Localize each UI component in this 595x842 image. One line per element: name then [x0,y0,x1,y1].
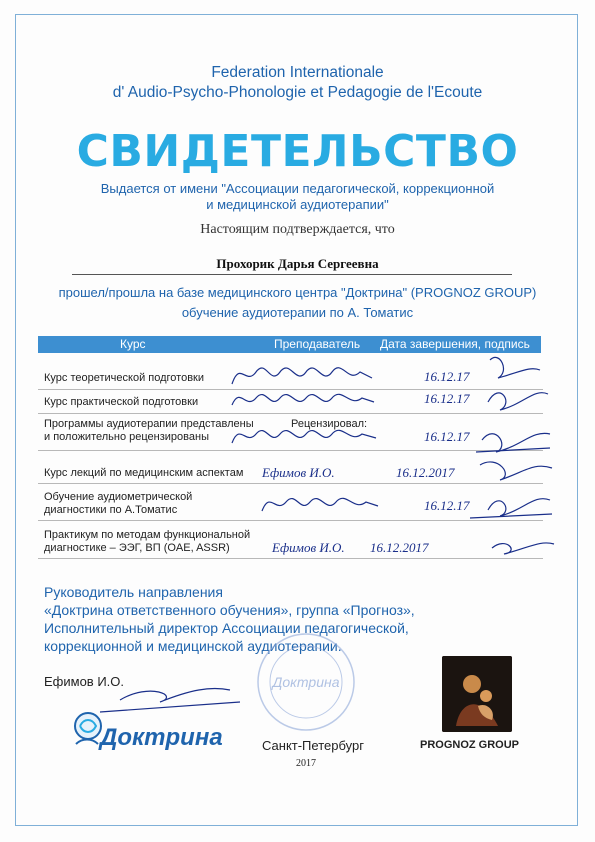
table-header-date: Дата завершения, подпись [380,337,530,351]
certificate-title: СВИДЕТЕЛЬСТВО [76,126,519,177]
table-header-teacher: Преподаватель [274,337,361,351]
date-entry-2: 16.12.17 [424,391,470,406]
table-row [44,467,243,480]
table-row [44,529,250,555]
row-label: Обучение аудиометрической [44,491,193,503]
row-label: Программы аудиотерапии представлены [44,418,254,430]
date-entry-4: 16.12.2017 [396,465,455,480]
prognoz-group-label: PROGNOZ GROUP [420,739,520,751]
row-label: Курс лекций по медицинским аспектам [44,467,244,479]
table-header-course: Курс [120,337,146,351]
recipient-name: Прохорик Дарья Сергеевна [216,256,379,271]
madonna-painting-icon [442,656,512,732]
prognoz-group-emblem [442,656,512,732]
row-label-2: и положительно рецензированы [44,431,209,443]
name-underline [72,274,512,275]
director-line-3: Исполнительный директор Ассоциации педагогической, [44,620,409,636]
date-entry-6: 16.12.2017 [370,540,429,555]
program-line-1: прошел/прошла на базе медицинского центра "Доктрина" (PROGNOZ GROUP) [58,285,537,300]
date-entry-1: 16.12.17 [424,369,470,384]
row-label: Практикум по методам функциональной [44,529,251,541]
issued-by-line-2: и медицинской аудиотерапии" [206,197,389,212]
year: 2017 [296,758,316,769]
row-divider [38,450,543,451]
federation-line-2: d' Audio-Psycho-Phonologie et Pedagogie de l'Ecoute [112,84,483,101]
row-divider [38,483,543,484]
table-row [44,418,254,444]
issued-by-line-1: Выдается от имени "Ассоциации педагогической, коррекционной [100,181,495,196]
stamp-text: Доктрина [272,674,340,690]
teacher-entry-6: Ефимов И.О. [272,540,345,555]
director-line-4: коррекционной и медицинской аудиотерапии. [44,638,342,654]
row-label-2: диагностики по А.Томатис [44,504,178,516]
row-divider [38,389,543,390]
director-line-2: «Доктрина ответственного обучения», группа «Прогноз», [44,602,415,618]
program-line-2: обучение аудиотерапии по А. Томатис [181,305,414,320]
row-divider [38,558,543,559]
city: Санкт-Петербург [262,738,364,753]
row-label: Курс теоретической подготовки [44,372,204,384]
date-entry-3: 16.12.17 [424,429,470,444]
row-label-2: диагностике – ЭЭГ, ВП (OAE, ASSR) [44,542,230,554]
date-entry-5: 16.12.17 [424,498,470,513]
table-row [44,491,192,517]
director-line-1: Руководитель направления [44,584,223,600]
teacher-entry-4: Ефимов И.О. [262,465,335,480]
doktrina-logo-text: Доктрина [100,724,223,751]
federation-line-1: Federation Internationale [211,64,384,81]
reviewer-label: Рецензировал: [291,418,368,430]
row-label: Курс практической подготовки [44,396,199,408]
table-row [44,396,198,409]
row-divider [38,413,543,414]
table-row [44,372,204,385]
confirm-text: Настоящим подтверждается, что [200,222,395,237]
row-divider [38,520,543,521]
signer-name: Ефимов И.О. [44,674,124,689]
